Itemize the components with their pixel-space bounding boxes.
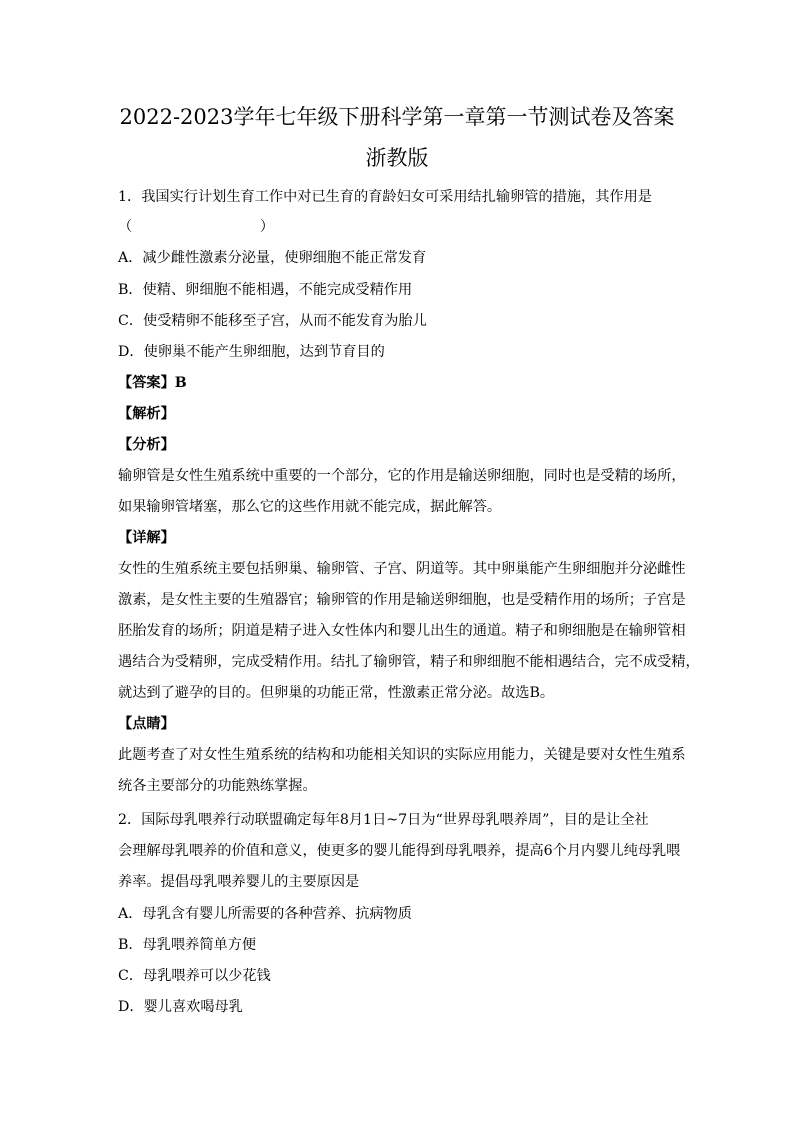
q2-stem-line: 养率。提倡母乳喂养婴儿的主要原因是 bbox=[118, 874, 360, 890]
q1-stem: 1．我国实行计划生育工作中对已生育的育龄妇女可采用结扎输卵管的措施，其作用是 bbox=[118, 189, 652, 205]
q1-comment-label: 【点睛】 bbox=[118, 716, 175, 732]
q1-option-c: C．使受精卵不能移至子宫，从而不能发育为胎儿 bbox=[118, 313, 427, 329]
q1-detail-line: 遇结合为受精卵，完成受精作用。结扎了输卵管，精子和卵细胞不能相遇结合，完不成受精， bbox=[118, 654, 700, 670]
q1-fenxi-label: 【分析】 bbox=[118, 437, 175, 453]
q1-answer: 【答案】B bbox=[118, 375, 187, 391]
q1-analysis-label: 【解析】 bbox=[118, 406, 175, 422]
q1-fenxi-line: 输卵管是女性生殖系统中重要的一个部分，它的作用是输送卵细胞，同时也是受精的场所， bbox=[118, 468, 686, 484]
q2-option-b: B．母乳喂养简单方便 bbox=[118, 937, 257, 953]
q2-option-c: C．母乳喂养可以少花钱 bbox=[118, 968, 271, 984]
q1-option-b: B．使精、卵细胞不能相遇，不能完成受精作用 bbox=[118, 282, 413, 298]
q2-stem-line: 会理解母乳喂养的价值和意义，使更多的婴儿能得到母乳喂养，提高6个月内婴儿纯母乳喂 bbox=[118, 843, 681, 859]
q1-detail-line: 女性的生殖系统主要包括卵巢、输卵管、子宫、阴道等。其中卵巢能产生卵细胞并分泌雌性 bbox=[118, 561, 686, 577]
page-subtitle: 浙教版 bbox=[365, 146, 429, 170]
q2-stem-line: 2．国际母乳喂养行动联盟确定每年8月1日~7日为“世界母乳喂养周”，目的是让全社 bbox=[118, 812, 649, 828]
q1-detail-line: 胚胎发育的场所；阴道是精子进入女性体内和婴儿出生的通道。精子和卵细胞是在输卵管相 bbox=[118, 623, 686, 639]
q1-option-d: D．使卵巢不能产生卵细胞，达到节育目的 bbox=[118, 344, 385, 360]
q1-detail-line: 就达到了避孕的目的。但卵巢的功能正常，性激素正常分泌。故选B。 bbox=[118, 685, 555, 701]
q1-detail-line: 激素，是女性主要的生殖器官；输卵管的作用是输送卵细胞，也是受精作用的场所；子宫是 bbox=[118, 592, 686, 608]
page-title: 2022-2023学年七年级下册科学第一章第一节测试卷及答案 bbox=[119, 105, 675, 129]
q1-answer-blank: （ ） bbox=[118, 219, 275, 235]
q2-option-d: D．婴儿喜欢喝母乳 bbox=[118, 999, 243, 1015]
q1-fenxi-line: 如果输卵管堵塞，那么它的这些作用就不能完成，据此解答。 bbox=[118, 499, 502, 515]
q1-detail-label: 【详解】 bbox=[118, 530, 175, 546]
q1-option-a: A．减少雌性激素分泌量，使卵细胞不能正常发育 bbox=[118, 250, 427, 266]
q2-option-a: A．母乳含有婴儿所需要的各种营养、抗病物质 bbox=[118, 906, 412, 922]
q1-comment-line: 统各主要部分的功能熟练掌握。 bbox=[118, 778, 317, 794]
q1-comment-line: 此题考查了对女性生殖系统的结构和功能相关知识的实际应用能力，关键是要对女性生殖系 bbox=[118, 747, 686, 763]
